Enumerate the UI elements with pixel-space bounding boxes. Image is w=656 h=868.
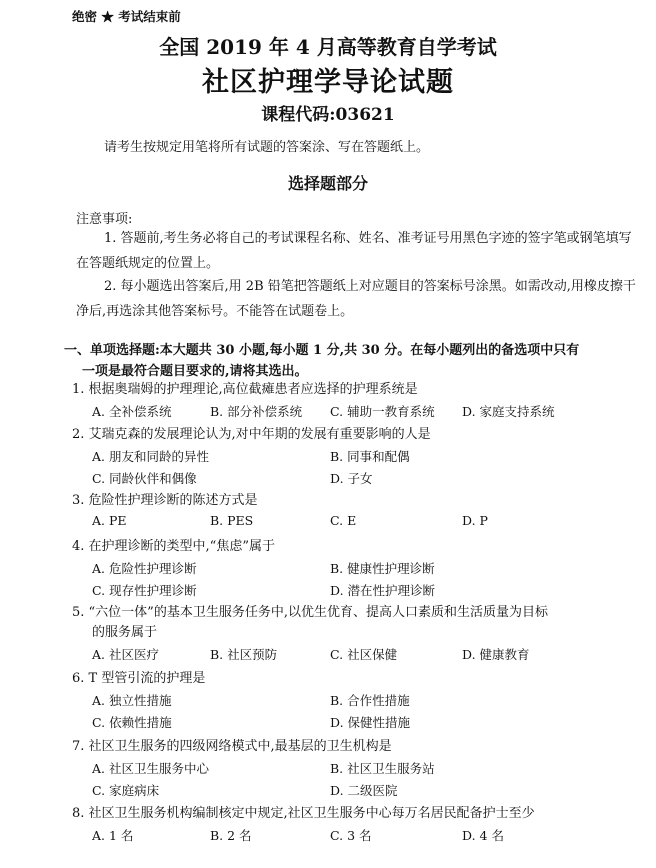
- question-3: [72, 491, 642, 533]
- options-row: [72, 511, 642, 533]
- question-2: [72, 425, 642, 489]
- confidential-label: 绝密 ★ 考试结束前: [72, 9, 181, 24]
- option-d: D. 子女: [330, 471, 373, 486]
- exam-title: 全国 2019 年 4 月高等教育自学考试: [159, 35, 497, 59]
- question-stem: 1. 根据奥瑞姆的护理理论,高位截瘫患者应选择的护理系统是: [72, 382, 418, 397]
- options-row: [72, 643, 642, 665]
- option-a: A. 社区医疗: [92, 647, 159, 662]
- options-row: [72, 711, 642, 733]
- instruction-text: 请考生按规定用笔将所有试题的答案涂、写在答题纸上。: [104, 140, 430, 155]
- options-row: [72, 779, 642, 801]
- question-7: [72, 737, 642, 801]
- paper-title: 社区护理学导论试题: [202, 67, 454, 98]
- options-row: [72, 757, 642, 779]
- note-item-2: 2. 每小题选出答案后,用 2B 铅笔把答题纸上对应题目的答案标号涂黑。如需改动,用橡皮擦干净后,再选涂其他答案标号。不能答在试题卷上。: [76, 279, 636, 319]
- question-stem: 8. 社区卫生服务机构编制核定中规定,社区卫生服务中心每万名居民配备护士至少: [72, 806, 535, 821]
- question-8: [72, 804, 642, 846]
- notes-heading: 注意事项:: [76, 212, 133, 227]
- option-c: C. 现存性护理诊断: [92, 583, 197, 598]
- options-row: [72, 579, 642, 601]
- option-d: D. 潜在性护理诊断: [330, 583, 436, 598]
- question-4: [72, 537, 642, 601]
- option-b: B. 社区预防: [210, 647, 278, 662]
- option-b: B. 同事和配偶: [330, 449, 410, 464]
- option-b: B. 健康性护理诊断: [330, 561, 435, 576]
- option-d: D. 健康教育: [462, 647, 530, 662]
- option-c: C. 辅助一教育系统: [330, 404, 435, 419]
- question-stem: 4. 在护理诊断的类型中,“焦虑”属于: [72, 539, 275, 554]
- option-a: A. 独立性措施: [92, 693, 172, 708]
- option-a: A. 朋友和同龄的异性: [92, 449, 209, 464]
- options-row: [72, 824, 642, 846]
- question-1: [72, 380, 642, 422]
- option-d: D. 保健性措施: [330, 715, 411, 730]
- question-stem-continued: 的服务属于: [92, 625, 158, 640]
- option-b: B. 社区卫生服务站: [330, 761, 435, 776]
- option-c: C. E: [330, 513, 357, 528]
- section-title: 选择题部分: [287, 174, 368, 193]
- part-heading-line2: 一项是最符合题目要求的,请将其选出。: [82, 364, 308, 379]
- option-c: C. 3 名: [330, 828, 372, 843]
- option-c: C. 同龄伙伴和偶像: [92, 471, 197, 486]
- option-b: B. 合作性措施: [330, 693, 410, 708]
- question-stem: 6. T 型管引流的护理是: [72, 671, 206, 686]
- option-d: D. 家庭支持系统: [462, 404, 555, 419]
- option-a: A. 社区卫生服务中心: [92, 761, 209, 776]
- option-c: C. 依赖性措施: [92, 715, 172, 730]
- question-6: [72, 669, 642, 733]
- option-a: A. 全补偿系统: [92, 404, 172, 419]
- option-d: D. 4 名: [462, 828, 504, 843]
- option-c: C. 社区保健: [330, 647, 398, 662]
- option-a: A. 危险性护理诊断: [92, 561, 197, 576]
- question-stem: 5. “六位一体”的基本卫生服务任务中,以优生优育、提高人口素质和生活质量为目标: [72, 605, 548, 620]
- option-a: A. 1 名: [92, 828, 134, 843]
- option-c: C. 家庭病床: [92, 783, 160, 798]
- options-row: [72, 400, 642, 422]
- options-row: [72, 445, 642, 467]
- option-b: B. PES: [210, 513, 254, 528]
- question-stem: 7. 社区卫生服务的四级网络模式中,最基层的卫生机构是: [72, 739, 392, 754]
- question-stem: 2. 艾瑞克森的发展理论认为,对中年期的发展有重要影响的人是: [72, 427, 431, 442]
- part-heading: [64, 340, 644, 382]
- part-heading-line1: 一、单项选择题:本大题共 30 小题,每小题 1 分,共 30 分。在每小题列出的备选项中只有: [64, 343, 580, 358]
- options-row: [72, 467, 642, 489]
- question-5: [72, 603, 642, 665]
- option-b: B. 2 名: [210, 828, 252, 843]
- course-code: 课程代码:03621: [261, 105, 395, 125]
- note-item-1: 1. 答题前,考生务必将自己的考试课程名称、姓名、准考证号用黑色字迹的签字笔或钢笔填写在答题纸规定的位置上。: [76, 231, 632, 271]
- option-d: D. 二级医院: [330, 783, 398, 798]
- options-row: [72, 689, 642, 711]
- question-stem: 3. 危险性护理诊断的陈述方式是: [72, 493, 258, 508]
- options-row: [72, 557, 642, 579]
- option-b: B. 部分补偿系统: [210, 404, 303, 419]
- option-a: A. PE: [92, 513, 127, 528]
- option-d: D. P: [462, 513, 488, 528]
